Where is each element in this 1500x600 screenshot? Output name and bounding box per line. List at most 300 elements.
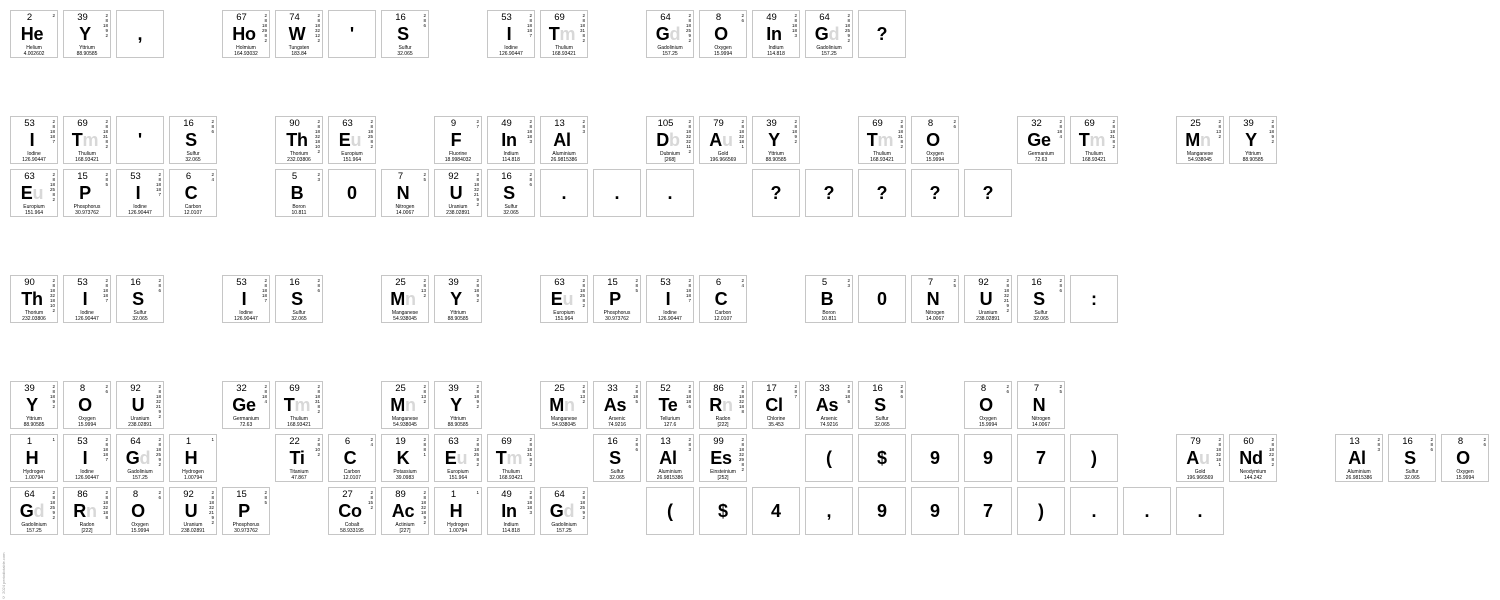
element-tile	[646, 434, 694, 482]
atomic-number: 53	[130, 171, 141, 182]
atomic-mass: 72.63	[1034, 157, 1048, 163]
punctuation-char: $	[876, 447, 887, 468]
atomic-number: 8	[927, 118, 934, 129]
element-tile	[116, 381, 164, 429]
atomic-mass: 88.90585	[447, 422, 469, 428]
punctuation-char: ?	[982, 182, 994, 203]
symbol-main: Y	[79, 24, 91, 44]
element-tile	[593, 434, 641, 482]
symbol-faded-letter: m	[294, 395, 311, 415]
punctuation-char: .	[1144, 500, 1150, 521]
electron-shells: 2 8 18 25 8 2	[473, 437, 479, 467]
element-tile	[63, 381, 111, 429]
atomic-mass: 126.90447	[75, 475, 99, 481]
element-tile	[1017, 116, 1065, 164]
credit-text: © 2024 periodictable.com	[1, 552, 6, 600]
atomic-mass: 32.065	[874, 422, 890, 428]
atomic-number: 69	[289, 383, 300, 394]
element-name: Fluorine	[448, 151, 468, 157]
element-name: Aluminium	[658, 469, 682, 475]
symbol-main: T	[866, 130, 878, 150]
symbol-main: S	[1404, 448, 1416, 468]
atomic-number: 105	[657, 118, 674, 129]
element-tile	[169, 434, 217, 482]
electron-shells: 2 8 18 32 32 11 2	[685, 119, 691, 154]
atomic-mass: 88.90585	[1242, 157, 1264, 163]
atomic-mass: 232.03806	[22, 316, 46, 322]
symbol-main: I	[665, 289, 671, 309]
element-symbol	[435, 395, 477, 415]
symbol-main: S	[1033, 289, 1045, 309]
symbol-main: I	[506, 24, 512, 44]
atomic-mass: 14.0067	[395, 210, 415, 216]
element-name: Iodine	[133, 204, 147, 210]
electron-shells: 2 8 8 1	[423, 437, 426, 457]
element-symbol	[276, 395, 318, 415]
electron-shells: 2 8 18 4	[1056, 119, 1062, 139]
atomic-number: 86	[713, 383, 724, 394]
atomic-number: 15	[607, 277, 618, 288]
electron-shells: 2 8 18 4	[261, 384, 267, 404]
atomic-number: 19	[395, 436, 406, 447]
element-tile	[752, 10, 800, 58]
symbol-faded-letter: u	[350, 130, 362, 150]
symbol-main: S	[874, 395, 886, 415]
element-symbol	[117, 289, 159, 309]
element-tile	[63, 487, 111, 535]
atomic-number: 92	[130, 383, 141, 394]
atomic-mass: 126.90447	[128, 210, 152, 216]
atomic-mass: 144.242	[1243, 475, 1263, 481]
element-name: Thulium	[1085, 151, 1103, 157]
atomic-mass: 12.0107	[183, 210, 203, 216]
atomic-number: 63	[554, 277, 565, 288]
element-name: Gadolinium	[127, 469, 153, 475]
element-symbol	[64, 130, 106, 150]
symbol-faded-letter: u	[456, 448, 468, 468]
punctuation-char: '	[137, 129, 143, 150]
element-name: Yttrium	[450, 310, 466, 316]
atomic-mass: 157.25	[556, 528, 572, 534]
atomic-number: 39	[448, 277, 459, 288]
element-tile	[487, 434, 535, 482]
element-symbol	[647, 289, 689, 309]
element-symbol	[276, 448, 318, 468]
element-name: Sulfur	[504, 204, 518, 210]
symbol-main: In	[766, 24, 782, 44]
atomic-number: 16	[395, 12, 406, 23]
atomic-mass: 232.03806	[287, 157, 311, 163]
atomic-mass: 30.973762	[234, 528, 258, 534]
atomic-mass: [227]	[399, 528, 411, 534]
element-symbol	[1018, 289, 1060, 309]
electron-shells: 2 5	[423, 172, 426, 182]
atomic-mass: 12.0107	[342, 475, 362, 481]
electron-shells: 1	[52, 437, 55, 442]
atomic-number: 89	[395, 489, 406, 500]
symbol-main: E	[338, 130, 351, 150]
element-symbol	[1336, 448, 1378, 468]
atomic-number: 5	[291, 171, 298, 182]
symbol-main: S	[503, 183, 515, 203]
symbol-faded-letter: n	[722, 395, 733, 415]
symbol-main: C	[184, 183, 198, 203]
element-symbol	[11, 24, 53, 44]
atomic-number: 63	[342, 118, 353, 129]
atomic-mass: 15.9994	[77, 422, 97, 428]
element-name: Radon	[79, 522, 95, 528]
symbol-main: Al	[553, 130, 571, 150]
element-name: Nitrogen	[1031, 416, 1051, 422]
symbol-main: A	[709, 130, 722, 150]
symbol-main: Ge	[232, 395, 256, 415]
element-name: Uranium	[978, 310, 998, 316]
element-symbol	[1018, 395, 1060, 415]
atomic-number: 49	[766, 12, 777, 23]
atomic-number: 92	[448, 171, 459, 182]
symbol-faded-letter: n	[564, 395, 575, 415]
element-symbol	[488, 183, 530, 203]
electron-shells: 2 8 18 31 8 2	[897, 119, 903, 149]
symbol-faded-letter: d	[669, 24, 681, 44]
atomic-number: 69	[554, 12, 565, 23]
symbol-main: K	[396, 448, 410, 468]
electron-shells: 2 8 6	[529, 172, 532, 187]
element-symbol	[11, 501, 53, 521]
atomic-mass: 32.065	[503, 210, 519, 216]
atomic-mass: 126.90447	[234, 316, 258, 322]
electron-shells: 2 8 18 18 3	[526, 490, 532, 515]
element-name: Thorium	[24, 310, 44, 316]
element-tile	[116, 434, 164, 482]
element-name: Gadolinium	[657, 45, 683, 51]
punctuation-tile	[858, 487, 906, 535]
element-name: Iodine	[80, 310, 94, 316]
atomic-number: 25	[1190, 118, 1201, 129]
atomic-number: 9	[450, 118, 457, 129]
symbol-main: Y	[450, 395, 462, 415]
element-tile	[1229, 434, 1277, 482]
element-symbol	[117, 501, 159, 521]
punctuation-char: '	[349, 23, 355, 44]
atomic-mass: 1.00794	[183, 475, 203, 481]
element-tile	[63, 116, 111, 164]
symbol-main: M	[390, 289, 405, 309]
element-tile	[699, 116, 747, 164]
atomic-mass: 196.966569	[1186, 475, 1214, 481]
punctuation-tile	[1176, 487, 1224, 535]
symbol-main: Ho	[232, 24, 256, 44]
element-tile	[328, 487, 376, 535]
element-tile	[434, 381, 482, 429]
electron-shells: 2 8 18 25 8 2	[579, 278, 585, 308]
symbol-main: T	[495, 448, 507, 468]
electron-shells: 2 3	[847, 278, 850, 288]
element-name: Helium	[26, 45, 42, 51]
punctuation-tile	[911, 434, 959, 482]
element-tile	[434, 116, 482, 164]
atomic-mass: 238.02891	[446, 210, 470, 216]
atomic-number: 16	[1031, 277, 1042, 288]
symbol-main: O	[1456, 448, 1470, 468]
element-tile	[381, 381, 429, 429]
atomic-mass: 32.065	[291, 316, 307, 322]
element-symbol	[488, 501, 530, 521]
punctuation-tile	[1017, 434, 1065, 482]
atomic-number: 67	[236, 12, 247, 23]
element-symbol	[1389, 448, 1431, 468]
symbol-main: I	[29, 130, 35, 150]
symbol-main: Te	[658, 395, 678, 415]
atomic-mass: 196.966569	[709, 157, 737, 163]
symbol-main: As	[815, 395, 839, 415]
symbol-main: U	[979, 289, 993, 309]
symbol-main: S	[132, 289, 144, 309]
element-name: Potassium	[393, 469, 417, 475]
element-tile	[1017, 275, 1065, 323]
element-name: Manganese	[1186, 151, 1214, 157]
element-name: Aluminium	[1347, 469, 1371, 475]
atomic-number: 92	[978, 277, 989, 288]
symbol-main: O	[714, 24, 728, 44]
symbol-main: U	[449, 183, 463, 203]
atomic-number: 32	[236, 383, 247, 394]
punctuation-tile	[1017, 487, 1065, 535]
punctuation-tile	[858, 275, 906, 323]
atomic-mass: 88.90585	[765, 157, 787, 163]
atomic-number: 7	[397, 171, 404, 182]
atomic-number: 22	[289, 436, 300, 447]
electron-shells: 2 8 18 25 8 2	[367, 119, 373, 149]
element-symbol	[700, 395, 742, 415]
element-tile	[169, 116, 217, 164]
electron-shells: 2 8 18 31 8 2	[314, 384, 320, 414]
atomic-number: 74	[289, 12, 300, 23]
symbol-main: R	[709, 395, 722, 415]
atomic-mass: 15.9994	[713, 51, 733, 57]
symbol-faded-letter: n	[405, 289, 416, 309]
atomic-number: 15	[77, 171, 88, 182]
atomic-mass: 164.93032	[234, 51, 258, 57]
electron-shells: 2 8 18 18 7	[526, 13, 532, 38]
electron-shells: 2 8 18 32 18 9 2	[420, 490, 426, 525]
atomic-number: 92	[183, 489, 194, 500]
electron-shells: 2 8 5	[635, 278, 638, 293]
element-tile	[646, 116, 694, 164]
element-name: Nitrogen	[395, 204, 415, 210]
electron-shells: 1	[476, 490, 479, 495]
element-name: Oxygen	[131, 522, 149, 528]
electron-shells: 2 8 18 25 8 2	[49, 172, 55, 202]
atomic-mass: 54.938045	[552, 422, 576, 428]
symbol-faded-letter: m	[1089, 130, 1106, 150]
symbol-faded-letter: m	[559, 24, 576, 44]
element-name: Yttrium	[26, 416, 42, 422]
punctuation-tile	[752, 487, 800, 535]
symbol-main: M	[390, 395, 405, 415]
punctuation-char: 7	[982, 500, 993, 521]
atomic-mass: 151.964	[342, 157, 362, 163]
atomic-number: 49	[501, 489, 512, 500]
electron-shells: 2 8 18 22 8 2	[1268, 437, 1274, 467]
atomic-number: 16	[501, 171, 512, 182]
element-tile	[699, 381, 747, 429]
atomic-mass: 88.90585	[447, 316, 469, 322]
element-symbol	[329, 448, 371, 468]
element-symbol	[594, 395, 636, 415]
element-name: Gadolinium	[551, 522, 577, 528]
punctuation-char: ?	[876, 23, 888, 44]
atomic-number: 8	[980, 383, 987, 394]
punctuation-char: .	[1197, 500, 1203, 521]
element-tile	[805, 10, 853, 58]
element-name: Oxygen	[78, 416, 96, 422]
element-name: Europium	[341, 151, 363, 157]
element-name: Europium	[447, 469, 469, 475]
electron-shells: 2 6	[1483, 437, 1486, 447]
atomic-number: 90	[289, 118, 300, 129]
element-symbol	[117, 395, 159, 415]
atomic-mass: 12.0107	[713, 316, 733, 322]
symbol-main: E	[20, 183, 33, 203]
element-tile	[169, 487, 217, 535]
electron-shells: 2 8 10 2	[314, 437, 320, 457]
element-tile	[540, 487, 588, 535]
element-name: Sulfur	[186, 151, 200, 157]
atomic-number: 69	[501, 436, 512, 447]
atomic-mass: 114.818	[502, 157, 520, 163]
element-name: Uranium	[130, 416, 150, 422]
element-name: Iodine	[504, 45, 518, 51]
symbol-main: A	[1186, 448, 1199, 468]
element-symbol	[223, 24, 265, 44]
electron-shells: 2 6	[158, 490, 161, 500]
atomic-mass: 54.938045	[1188, 157, 1212, 163]
electron-shells: 2 8 13 2	[420, 278, 426, 298]
element-name: Germanium	[232, 416, 260, 422]
electron-shells: 2 6	[953, 119, 956, 129]
symbol-main: S	[609, 448, 621, 468]
element-name: Indium	[768, 45, 784, 51]
element-name: Carbon	[343, 469, 361, 475]
element-tile	[1335, 434, 1383, 482]
element-symbol	[806, 24, 848, 44]
atomic-mass: 30.973762	[605, 316, 629, 322]
atomic-mass: 32.065	[1404, 475, 1420, 481]
electron-shells: 2 4	[370, 437, 373, 447]
punctuation-tile	[911, 169, 959, 217]
symbol-faded-letter: n	[405, 395, 416, 415]
atomic-mass: 127.6	[663, 422, 677, 428]
electron-shells: 2 8 18 32 18 10 2	[314, 119, 320, 154]
electron-shells: 2 8 18 32 18 8	[102, 490, 108, 520]
element-symbol	[382, 24, 424, 44]
atomic-number: 53	[77, 436, 88, 447]
element-name: Dubnium	[659, 151, 680, 157]
punctuation-tile	[646, 487, 694, 535]
electron-shells: 2 8 18 18 7	[685, 278, 691, 303]
element-name: Indium	[503, 151, 519, 157]
element-tile	[116, 169, 164, 217]
symbol-main: O	[926, 130, 940, 150]
element-symbol	[594, 289, 636, 309]
symbol-main: U	[131, 395, 145, 415]
symbol-main: As	[603, 395, 627, 415]
symbol-main: C	[714, 289, 728, 309]
electron-shells: 2 8 3	[582, 119, 585, 134]
atomic-mass: 15.9994	[130, 528, 150, 534]
punctuation-char: ?	[876, 182, 888, 203]
symbol-main: In	[501, 501, 517, 521]
atomic-mass: 151.964	[448, 475, 468, 481]
electron-shells: 2 8 18 32 18 1	[1215, 437, 1221, 467]
symbol-faded-letter: d	[563, 501, 575, 521]
symbol-main: Cl	[765, 395, 783, 415]
element-name: Boron	[822, 310, 836, 316]
element-symbol	[64, 183, 106, 203]
atomic-mass: 183.84	[291, 51, 307, 57]
atomic-number: 79	[1190, 436, 1201, 447]
element-symbol	[541, 130, 583, 150]
atomic-number: 1	[26, 436, 33, 447]
element-name: Carbon	[184, 204, 202, 210]
electron-shells: 2 8 18 31 8 2	[579, 13, 585, 43]
punctuation-char: 0	[876, 288, 887, 309]
symbol-faded-letter: n	[86, 501, 97, 521]
atomic-number: 53	[24, 118, 35, 129]
electron-shells: 2 6	[105, 384, 108, 394]
atomic-mass: 58.933195	[340, 528, 364, 534]
electron-shells: 2 8 18 31 8 2	[526, 437, 532, 467]
element-symbol	[11, 130, 53, 150]
symbol-main: O	[78, 395, 92, 415]
electron-shells: 2 8 6	[423, 13, 426, 28]
atomic-number: 1	[185, 436, 192, 447]
element-name: Gold	[717, 151, 729, 157]
symbol-main: O	[979, 395, 993, 415]
symbol-main: G	[655, 24, 670, 44]
punctuation-tile	[964, 169, 1012, 217]
element-name: Radon	[715, 416, 731, 422]
symbol-main: S	[185, 130, 197, 150]
element-name: Phosphorus	[232, 522, 260, 528]
symbol-main: Es	[710, 448, 732, 468]
element-name: Thulium	[78, 151, 96, 157]
element-symbol	[488, 130, 530, 150]
element-name: Yttrium	[1245, 151, 1261, 157]
element-name: Gadolinium	[21, 522, 47, 528]
element-tile	[911, 275, 959, 323]
symbol-main: Y	[1245, 130, 1257, 150]
electron-shells: 2 8 18 31 8 2	[1109, 119, 1115, 149]
element-name: Sulfur	[875, 416, 889, 422]
symbol-main: T	[71, 130, 83, 150]
symbol-main: B	[820, 289, 834, 309]
symbol-faded-letter: u	[1199, 448, 1210, 468]
element-tile	[593, 381, 641, 429]
element-symbol	[753, 395, 795, 415]
element-tile	[63, 10, 111, 58]
atomic-mass: 32.065	[1033, 316, 1049, 322]
element-tile	[964, 381, 1012, 429]
element-tile	[1070, 116, 1118, 164]
element-symbol	[11, 448, 53, 468]
element-tile	[275, 434, 323, 482]
atomic-number: 39	[766, 118, 777, 129]
element-name: Holmium	[236, 45, 256, 51]
element-name: Yttrium	[79, 45, 95, 51]
element-tile	[275, 275, 323, 323]
